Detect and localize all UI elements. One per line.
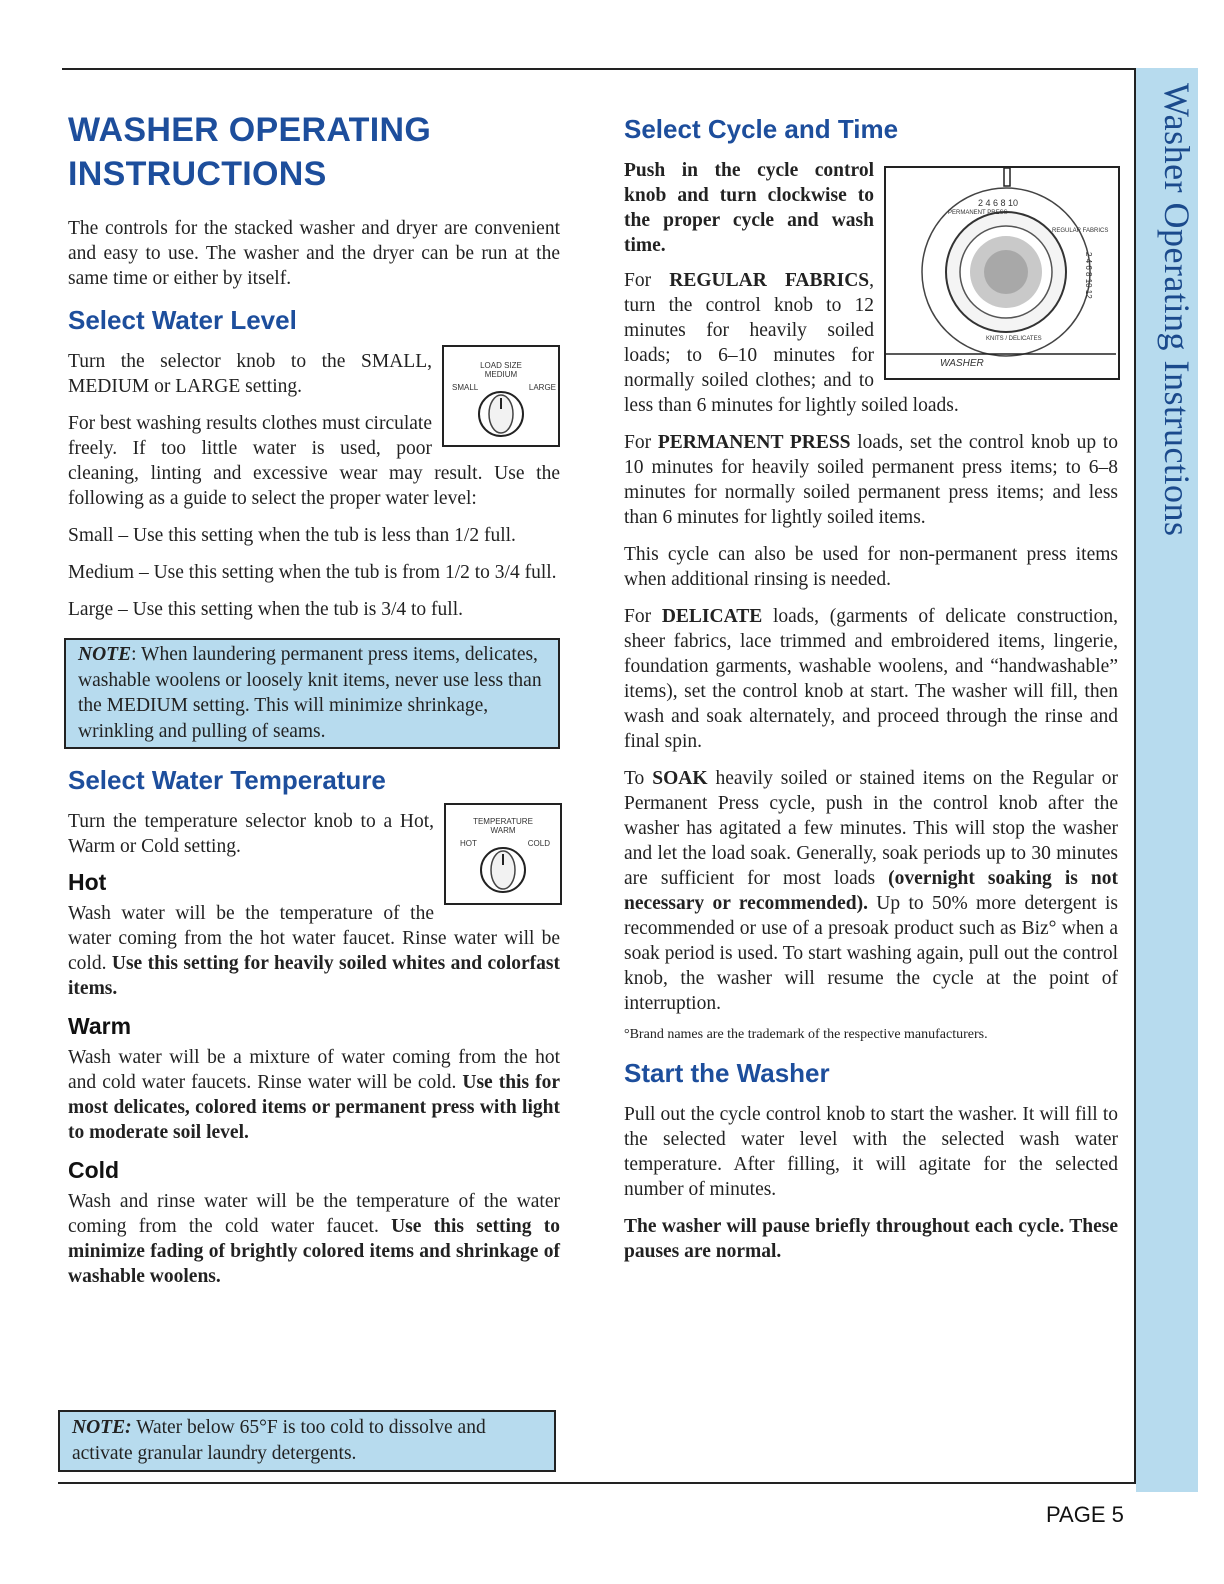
temperature-heading: Select Water Temperature [68,765,386,795]
load-size-knob-diagram [442,345,560,447]
small-setting: Small – Use this setting when the tub is less than 1/2 full. [68,525,516,546]
cycle-push-text: Push in the cycle control knob and turn clockwise to the proper cycle and wash time. [624,160,874,256]
warm-text: Wash water will be a mixture of water coming from the hot and cold water faucets. Rinse water will be cold. Use this for most delicates, colored items or permanent press with light to moderate soil level. [68,1047,561,1143]
sidebar-title: Washer Operating Instructions [1157,83,1197,537]
delicate-text: For DELICATE loads, (garments of delicate construction, sheer fabrics, lace trimmed and embroidered items, lingerie, foundation garments, washable woolens, and “handwashable” items), set the control knob at start. The washer will fill, then wash and soak alternately, and proceed through the rinse and final spin. [624,606,1118,752]
right-column [624,112,1118,1264]
temperature-knob-diagram [444,803,562,905]
page-title: WASHER OPERATING INSTRUCTIONS [68,111,432,193]
cold-heading: Cold [68,1157,120,1183]
dial-reg-label: REGULAR FABRICS [1052,228,1109,234]
pause-text: The washer will pause briefly throughout each cycle. These pauses are normal. [624,1216,1118,1262]
temp-knob-label-top: TEMPERATURE [473,817,533,826]
page-number: PAGE 5 [1046,1502,1124,1527]
warm-heading: Warm [68,1013,132,1039]
knob-label-small: SMALL [452,383,479,392]
note-cold-water [58,1410,556,1472]
cycle-dial-diagram [884,166,1120,380]
intro-text: The controls for the stacked washer and dryer are convenient and easy to use. The washer and the dryer can be run at the same time or either by itself. [68,218,560,289]
water-level-guidance: For best washing results clothes must circulate freely. If too little water is used, poor cleaning, linting and excessive wear may result. Use the following as a guide to select the proper water level: [68,413,560,509]
dial-top-numbers: 2 4 6 8 10 [978,198,1019,208]
top-rule [62,68,1136,70]
permanent-press-text: For PERMANENT PRESS loads, set the control knob up to 10 minutes for heavily soiled permanent press items; to 6–8 minutes for normally soiled permanent press items; and less than 6 minutes for lightly soiled items. [624,432,1118,528]
soak-text: To SOAK heavily soiled or stained items on the Regular or Permanent Press cycle, push in the control knob after the washer has agitated a few minutes. This will stop the washer and let the load soak. Generally, soak periods up to 30 minutes are sufficient for most loads (overnight soaking is not necessary or recommended). Up to 50% more detergent is recommended or use of a presoak product such as Biz° when a soak period is used. To start washing again, pull out the control knob, the washer will resume the cycle at the point of interruption. [624,768,1119,1014]
note-permanent-press [64,638,560,749]
left-column [68,108,560,1289]
cold-text: Wash and rinse water will be the temperature of the water coming from the cold water faucet. Use this setting to minimize fading of brightly colored items and shrinkage of washable woolens. [68,1191,560,1287]
note2-label: NOTE: [72,1417,132,1438]
non-permanent-text: This cycle can also be used for non-permanent press items when additional rinsing is needed. [624,544,1118,590]
dial-caption: WASHER [940,358,984,369]
note-label: NOTE [78,644,132,665]
temperature-instruction: Turn the temperature selector knob to a Hot, Warm or Cold setting. [68,811,434,857]
water-level-heading: Select Water Level [68,305,297,335]
medium-setting: Medium – Use this setting when the tub is from 1/2 to 3/4 full. [68,562,557,583]
regular-fabrics-text: For REGULAR FABRICS, turn the control knob to 12 minutes for heavily soiled loads; to 6–10 minutes for normally soiled clothes; and to less than 6 minutes for lightly soiled loads. [624,270,959,416]
temperature-knob-icon [478,843,528,897]
dial-perm-label: PERMANENT PRESS [948,210,1008,216]
note2-text: Water below 65°F is too cold to dissolve and activate granular laundry detergents. [72,1417,486,1464]
temp-knob-label-warm: WARM [490,826,516,835]
knob-icon [476,387,526,441]
knob-label-top: LOAD SIZE [480,361,522,370]
temp-knob-label-cold: COLD [527,839,550,848]
note-text: : When laundering permanent press items, delicates, washable woolens or loosely knit items, never use less than the MEDIUM setting. This will minimize shrinkage, wrinkling and pulling of seams. [78,644,542,742]
dial-knits-label: KNITS / DELICATES [986,336,1042,342]
knob-label-large: LARGE [528,383,556,392]
start-heading: Start the Washer [624,1058,830,1088]
water-level-instruction: Turn the selector knob to the SMALL, MEDIUM or LARGE setting. [68,351,432,397]
cycle-heading: Select Cycle and Time [624,114,899,144]
bottom-rule [58,1482,1136,1484]
brand-footnote: °Brand names are the trademark of the respective manufacturers. [624,1027,988,1042]
hot-text: Wash water will be the temperature of the water coming from the hot water faucet. Rinse water will be cold. Use this setting for heavily soiled whites and colorfast items. [68,903,561,999]
hot-heading: Hot [68,869,107,895]
start-text: Pull out the cycle control knob to start the washer. It will fill to the selected water level with the selected wash water temperature. After filling, it will agitate for the selected number of minutes. [624,1104,1118,1200]
large-setting: Large – Use this setting when the tub is 3/4 to full. [68,599,464,620]
temp-knob-label-hot: HOT [460,839,477,848]
knob-label-medium: MEDIUM [484,370,518,379]
dial-right-numbers: 2 4 6 8 10 12 [1084,252,1093,299]
